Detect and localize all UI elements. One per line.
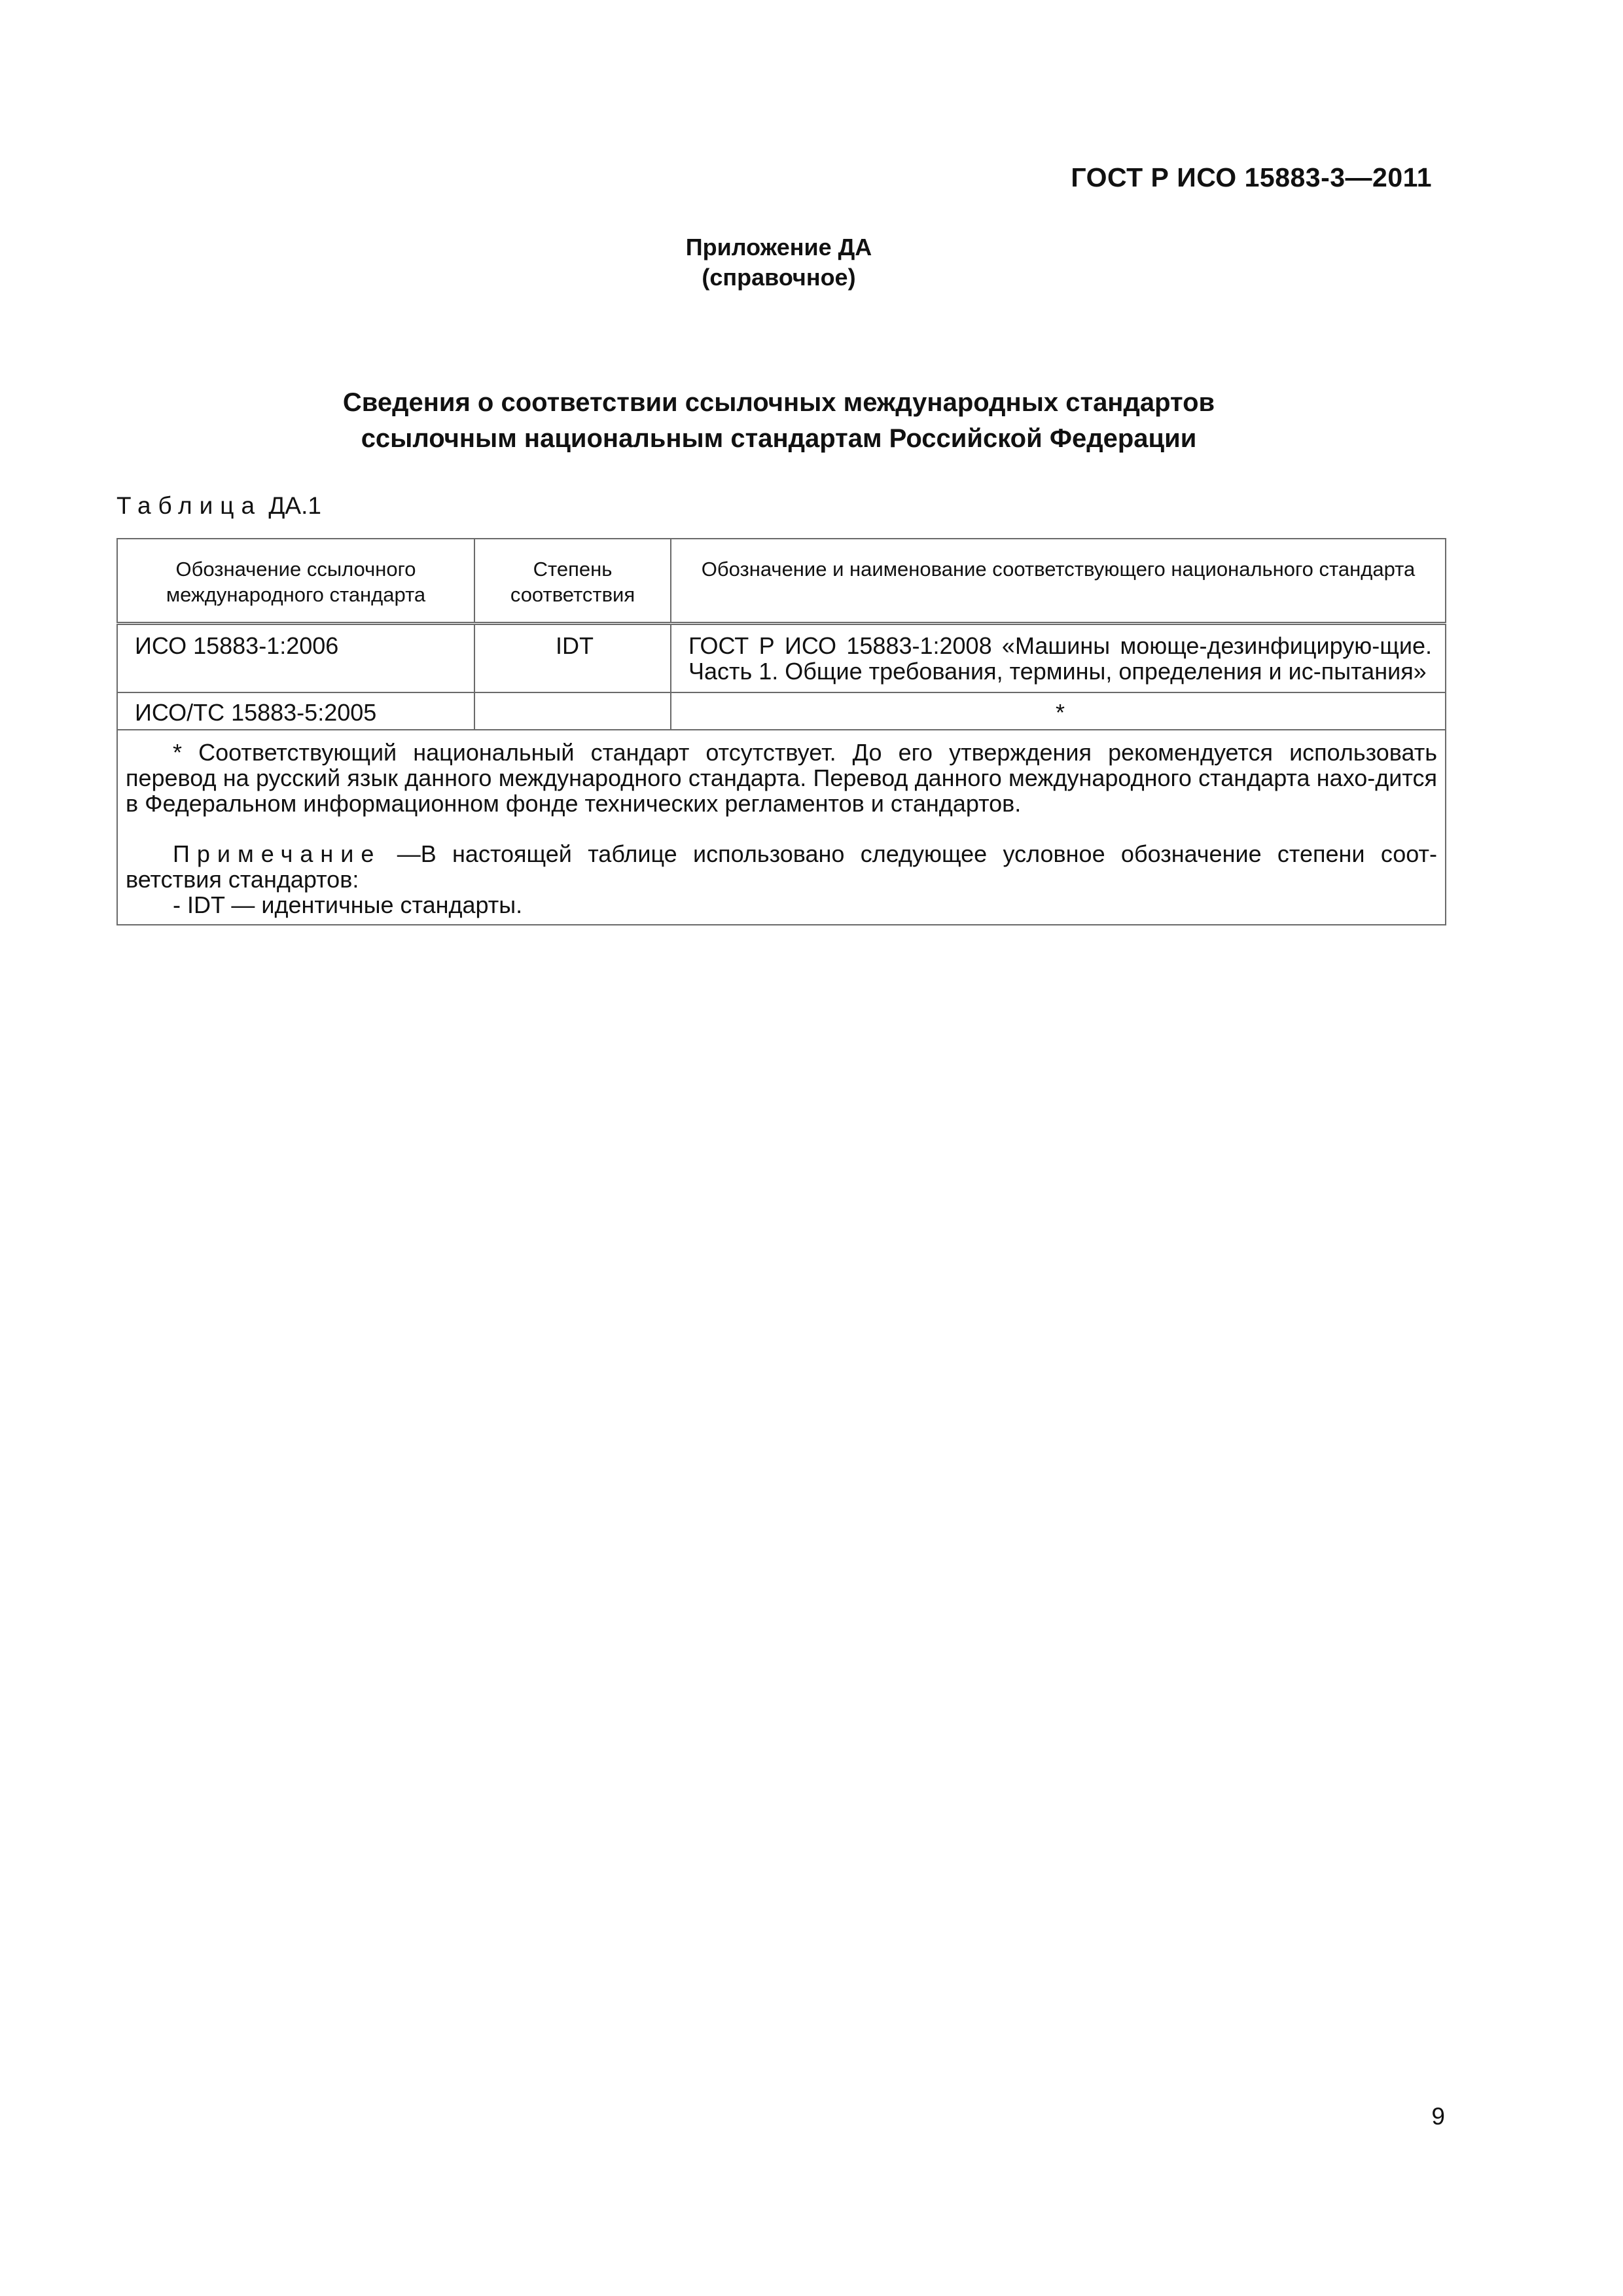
table-caption-label: Таблица	[116, 492, 262, 519]
appendix-subtitle: (справочное)	[702, 264, 856, 291]
table-footnote: * Соответствующий национальный стандарт отсутствует. До его утверждения рекомендуется использовать перевод на русский язык данного международного стандарта. Перевод данного международного стандарта нахо-дится в Федеральном информационном фонде технических регламентов и стандартов.	[126, 739, 1437, 817]
cell-national-standard: ГОСТ Р ИСО 15883-1:2008 «Машины моюще-дезинфицирую-щие. Часть 1. Общие требования, термины, определения и ис-пытания»	[671, 624, 1446, 693]
cell-degree	[474, 692, 671, 730]
page-number: 9	[1431, 2103, 1445, 2130]
appendix-title: Приложение ДА	[685, 234, 872, 260]
column-header-international: Обозначение ссылочного международного стандарта	[117, 539, 474, 624]
table-note-label: Примечание	[173, 840, 382, 867]
cell-international-standard: ИСО 15883-1:2006	[117, 624, 474, 693]
column-header-national: Обозначение и наименование соответствующего национального стандарта	[671, 539, 1446, 624]
cell-degree: IDT	[474, 624, 671, 693]
appendix-heading	[0, 232, 1558, 293]
section-title-line-1: Сведения о соответствии ссылочных международных стандартов	[342, 388, 1215, 417]
table-footnote-row	[117, 730, 1446, 925]
document-code-header: ГОСТ Р ИСО 15883-3—2011	[1071, 162, 1432, 192]
table-header-row	[117, 539, 1446, 624]
standards-correspondence-table	[116, 538, 1446, 925]
column-header-degree: Степень соответствия	[474, 539, 671, 624]
table-row	[117, 692, 1446, 730]
section-title-line-2: ссылочным национальным стандартам Российской Федерации	[361, 424, 1197, 453]
cell-international-standard: ИСО/ТС 15883-5:2005	[117, 692, 474, 730]
table-footnote-cell	[117, 730, 1446, 925]
table-caption	[116, 492, 321, 520]
section-title	[0, 385, 1558, 457]
table-row	[117, 624, 1446, 693]
table-caption-number: ДА.1	[268, 492, 321, 519]
table-note-text: —В настоящей таблице использовано следующее условное обозначение степени соот-ветствия стандартов:	[126, 840, 1437, 893]
table-note-item: - IDT — идентичные стандарты.	[173, 891, 523, 918]
cell-national-standard: *	[671, 692, 1446, 730]
table-note	[126, 841, 1437, 892]
